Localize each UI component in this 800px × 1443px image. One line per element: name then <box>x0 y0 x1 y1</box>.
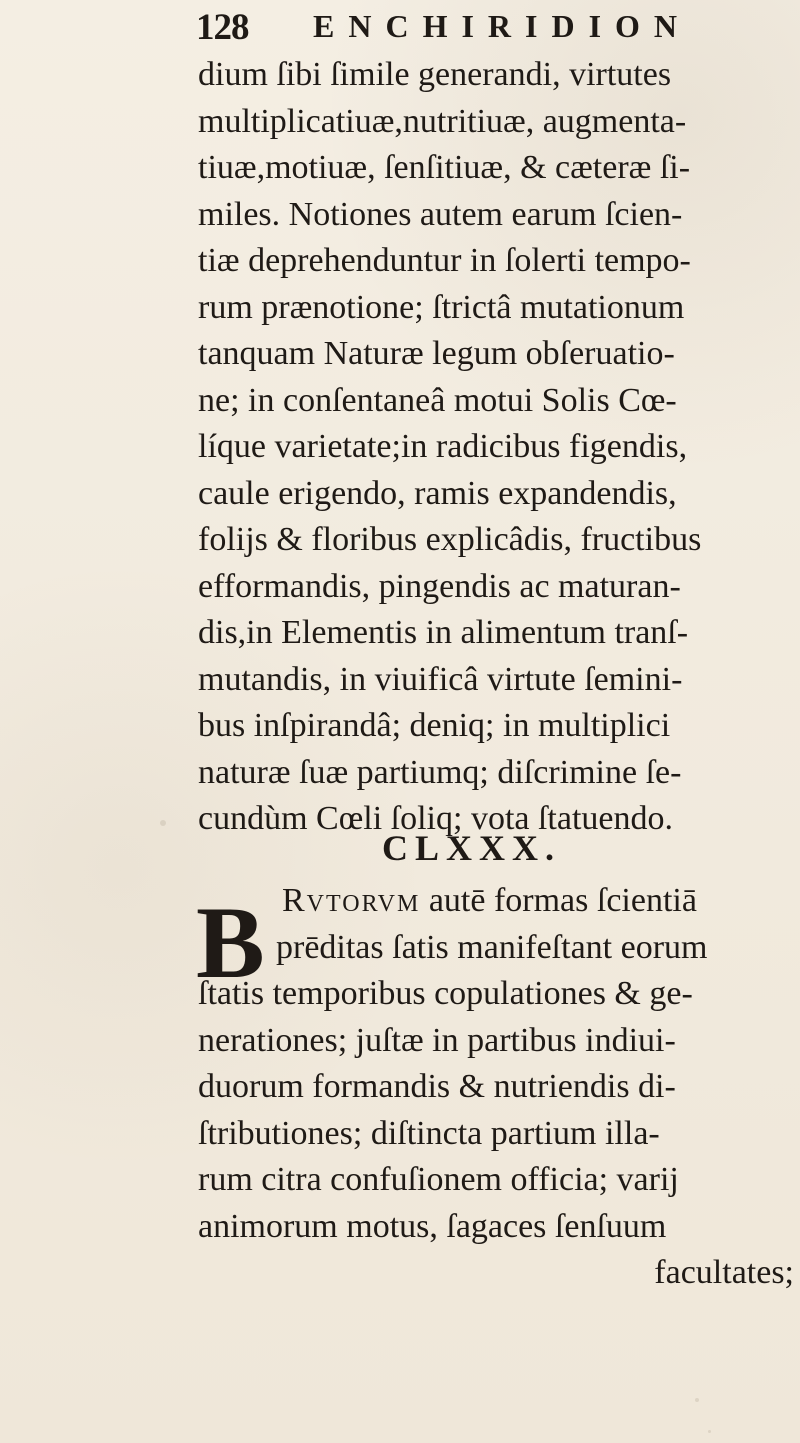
paragraph-1 <box>198 52 794 843</box>
text-line: mutandis, in viuificâ virtute ſemini- <box>198 660 683 698</box>
text-line: ſtatis temporibus copulationes & ge- <box>198 975 693 1012</box>
running-title: ENCHIRIDION <box>313 8 692 44</box>
page-header <box>168 0 790 48</box>
text-line: folijs & floribus explicâdis, fructibus <box>198 521 702 558</box>
section-heading: CLXXX. <box>382 828 562 868</box>
first-line <box>198 878 794 925</box>
paragraph-2 <box>198 878 794 1297</box>
paper-spot <box>160 820 166 826</box>
text-line: multiplicatiuæ,nutritiuæ, augmenta- <box>198 102 687 140</box>
text-line: naturæ ſuæ partiumq; diſcrimine ſe- <box>198 753 682 791</box>
text-line: duorum formandis & nutriendis di- <box>198 1068 676 1105</box>
text-line: rum prænotione; ſtrictâ mutationum <box>198 288 685 326</box>
text-line: líque varietate;in radicibus figendis, <box>198 428 688 465</box>
text-line: miles. Notiones autem earum ſcien- <box>198 195 683 233</box>
text-line: cundùm Cœli ſoliq; vota ſtatuendo. <box>198 800 674 837</box>
text-line: efformandis, pingendis ac maturan- <box>198 567 681 605</box>
page-number: 128 <box>196 7 249 48</box>
text-block <box>168 0 794 1291</box>
text-line: animorum motus, ſagaces ſenſuum <box>198 1207 667 1245</box>
small-caps-word: Rvtorvm <box>282 882 421 919</box>
first-line-rest: autē formas ſcientiā <box>428 882 697 919</box>
text-line: prēditas ſatis manifeſtant eorum <box>276 928 708 966</box>
paper-spot <box>708 1430 711 1433</box>
text-line: tiæ deprehenduntur in ſolerti tempo- <box>198 242 691 279</box>
text-line: bus inſpirandâ; deniq; in multiplici <box>198 707 671 744</box>
text-line: dium ſibi ſimile generandi, virtutes <box>198 56 672 93</box>
text-line: rum citra confuſionem officia; varij <box>198 1161 679 1198</box>
text-line: dis,in Elementis in alimentum tranſ- <box>198 614 689 651</box>
text-line: caule erigendo, ramis expandendis, <box>198 474 677 512</box>
catchword-line: facultates; <box>654 1254 794 1291</box>
text-line: ne; in conſentaneâ motui Solis Cœ- <box>198 381 677 419</box>
text-line: tiuæ,motiuæ, ſenſitiuæ, & cæteræ ſi- <box>198 149 691 186</box>
drop-cap: B <box>196 886 265 1000</box>
text-line: tanquam Naturæ legum obſeruatio- <box>198 335 675 372</box>
text-line: ſtributiones; diſtincta partium illa- <box>198 1114 660 1152</box>
paper-spot <box>695 1398 699 1402</box>
text-line: nerationes; juſtæ in partibus indiui- <box>198 1021 676 1059</box>
